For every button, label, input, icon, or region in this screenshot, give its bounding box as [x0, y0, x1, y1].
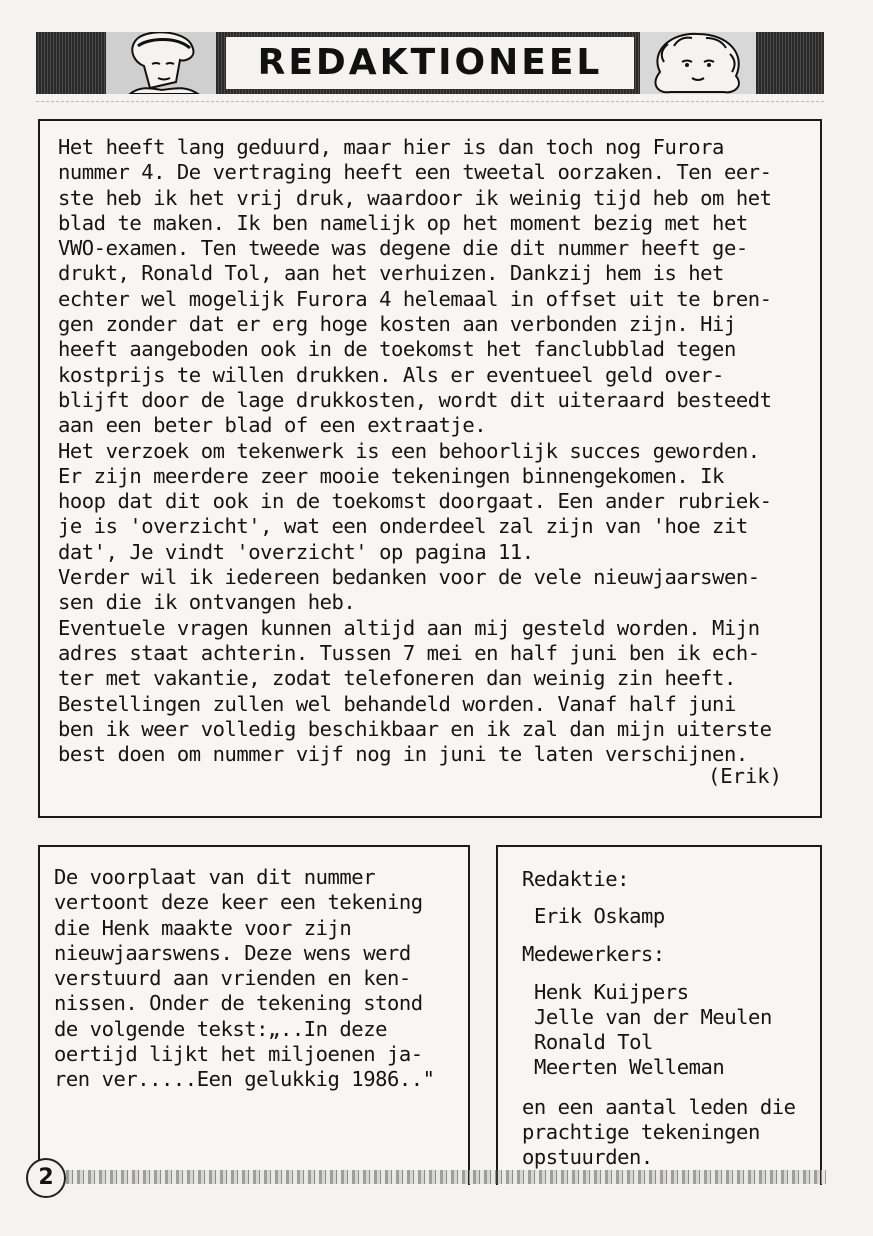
credits-footer-line: opstuurden. — [522, 1145, 653, 1169]
cover-note-line: vertoont deze keer een tekening — [54, 890, 423, 915]
editorial-line: sen die ik ontvangen heb. — [58, 590, 356, 615]
author-signature: (Erik) — [707, 764, 782, 788]
editorial-line: dat', Je vindt 'overzicht' op pagina 11. — [58, 539, 534, 564]
cover-note-line: De voorplaat van dit nummer — [54, 865, 376, 889]
cover-note-line: oertijd lijkt het miljoenen ja- — [54, 1042, 423, 1067]
bottom-decorative-strip — [66, 1170, 826, 1184]
cover-note-line: ren ver.....Een gelukkig 1986.." — [54, 1067, 435, 1092]
editorial-line: gen zonder dat er erg hoge kosten aan verbonden zijn. Hij — [58, 312, 736, 337]
cover-note-line: die Henk maakte voor zijn — [54, 915, 352, 940]
editorial-line: blijft door de lage drukkosten, wordt dit uiteraard besteedt — [58, 387, 772, 412]
editorial-line: ste heb ik het vrij druk, waardoor ik weinig tijd heb om het — [58, 185, 772, 210]
editorial-line: Het heeft lang geduurd, maar hier is dan toch nog Furora — [58, 135, 724, 159]
editorial-line: Bestellingen zullen wel behandeld worden. Vanaf half juni — [58, 691, 736, 716]
contributor-name: Ronald Tol — [534, 1030, 653, 1054]
editorial-line: Eventuele vragen kunnen altijd aan mij gesteld worden. Mijn — [58, 615, 760, 640]
cover-note-line: verstuurd aan vrienden en ken- — [54, 966, 411, 991]
contributors-label: Medewerkers: — [522, 942, 665, 966]
editorial-line: kostprijs te willen drukken. Als er eventueel geld over- — [58, 362, 724, 387]
credits-box — [496, 845, 822, 1185]
editorial-line: drukt, Ronald Tol, aan het verhuizen. Dankzij hem is het — [58, 261, 724, 286]
woman-portrait-right-icon — [640, 32, 756, 94]
credits-footer-line: prachtige tekeningen — [522, 1120, 760, 1144]
contributor-name: Jelle van der Meulen — [534, 1005, 772, 1029]
redaction-label: Redaktie: — [522, 867, 630, 891]
editorial-line: aan een beter blad of een extraatje. — [58, 413, 487, 438]
editorial-line: Er zijn meerdere zeer mooie tekeningen binnengekomen. Ik — [58, 463, 724, 488]
header-divider — [36, 101, 824, 102]
cover-note-text — [54, 865, 474, 1093]
cover-note-box — [38, 845, 470, 1185]
editorial-line: adres staat achterin. Tussen 7 mei en half juni ben ik ech- — [58, 640, 760, 665]
editorial-line: echter wel mogelijk Furora 4 helemaal in offset uit te bren- — [58, 286, 772, 311]
editorial-line: Verder wil ik iedereen bedanken voor de vele nieuwjaarswen- — [58, 565, 760, 590]
woman-portrait-left-icon — [106, 32, 216, 94]
page-number: 2 — [26, 1158, 66, 1198]
cover-note-line: nissen. Onder de tekening stond — [54, 991, 423, 1016]
editorial-line: blad te maken. Ik ben namelijk op het moment bezig met het — [58, 210, 748, 235]
cover-note-line: nieuwjaarswens. Deze wens werd — [54, 940, 411, 965]
contributor-name: Meerten Welleman — [534, 1055, 725, 1079]
credits-footer-line: en een aantal leden die — [522, 1095, 796, 1119]
editorial-line: nummer 4. De vertraging heeft een tweetal oorzaken. Ten eer- — [58, 160, 772, 185]
contributor-name: Henk Kuijpers — [534, 980, 689, 1004]
editorial-line: hoop dat dit ook in de toekomst doorgaat. Een ander rubriek- — [58, 489, 772, 514]
editorial-line: je is 'overzicht', wat een onderdeel zal zijn van 'hoe zit — [58, 514, 748, 539]
cover-note-line: de volgende tekst:„..In deze — [54, 1016, 387, 1041]
editorial-text — [58, 135, 818, 767]
editorial-line: best doen om nummer vijf nog in juni te laten verschijnen. — [58, 742, 748, 767]
editorial-line: VWO-examen. Ten tweede was degene die dit nummer heeft ge- — [58, 236, 748, 261]
editorial-line: Het verzoek om tekenwerk is een behoorlijk succes geworden. — [58, 438, 760, 463]
editorial-line: ben ik weer volledig beschikbaar en ik zal dan mijn uiterste — [58, 716, 772, 741]
editor-name: Erik Oskamp — [534, 904, 665, 928]
editorial-line: heeft aangeboden ook in de toekomst het fanclubblad tegen — [58, 337, 736, 362]
editorial-line: ter met vakantie, zodat telefoneren dan weinig zin heeft. — [58, 666, 736, 691]
header-banner — [36, 32, 824, 94]
editorial-box — [38, 119, 822, 818]
page-title: REDAKTIONEEL — [226, 37, 634, 89]
